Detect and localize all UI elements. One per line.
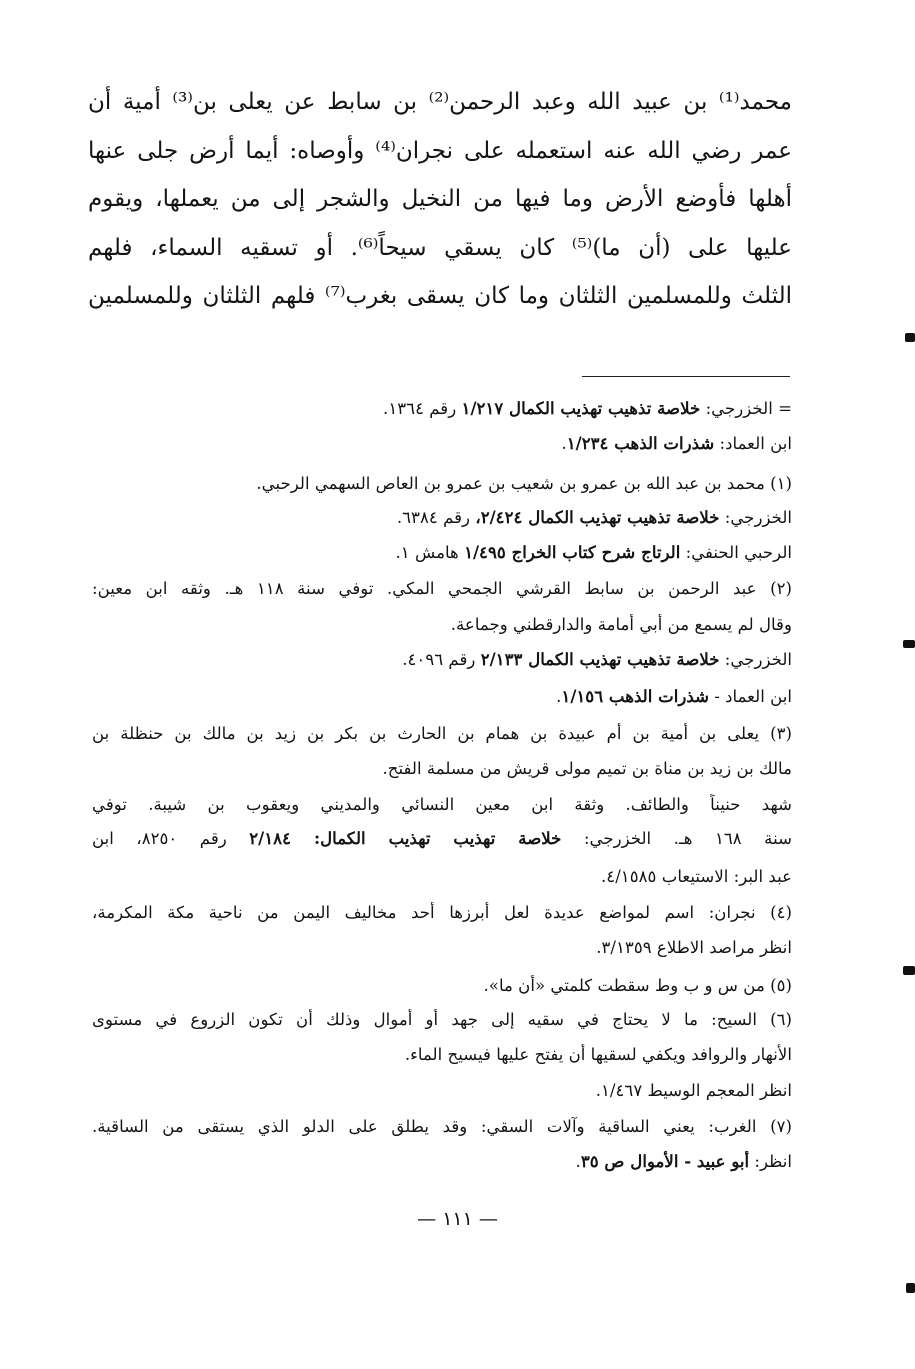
footnote-line: الرحبي الحنفي: الرتاج شرح كتاب الخراج ١/٤٩٥ هامش ١. xyxy=(395,542,792,562)
scan-edge-mark xyxy=(906,1283,915,1293)
footnote-line: الخزرجي: خلاصة تذهيب تهذيب الكمال ٢/١٣٣ رقم ٤٠٩٦. xyxy=(402,649,792,669)
footnote-line: ابن العماد: شذرات الذهب ١/٢٣٤. xyxy=(561,433,792,453)
footnote-line: (٥) من س و ب وط سقطت كلمتي «أن ما». xyxy=(483,976,792,995)
main-text-line: عليها على (أن ما)⁽⁵⁾ كان يسقي سيحاً⁽⁶⁾. أو تسقيه السماء، فلهم xyxy=(88,234,792,261)
main-text-line: الثلث وللمسلمين الثلثان وما كان يسقى بغرب⁽⁷⁾ فلهم الثلثان وللمسلمين xyxy=(88,283,792,309)
footnote-line: وقال لم يسمع من أبي أمامة والدارقطني وجماعة. xyxy=(450,615,792,634)
footnote-line: (٤) نجران: اسم لمواضع عديدة لعل أبرزها أحد مخاليف اليمن من ناحية مكة المكرمة، xyxy=(92,903,792,922)
footnote-line: شهد حنيناً والطائف. وثقة ابن معين النسائي والمديني ويعقوب بن شيبة. توفي xyxy=(92,795,792,814)
footnote-line: الخزرجي: خلاصة تذهيب تهذيب الكمال ٢/٤٢٤، رقم ٦٣٨٤. xyxy=(396,507,792,527)
footnote-line: سنة ١٦٨ هـ. الخزرجي: خلاصة تهذيب تهذيب الكمال: ٢/١٨٤ رقم ٨٢٥٠، ابن xyxy=(92,828,792,848)
footnote-line: انظر مراصد الاطلاع ٣/١٣٥٩. xyxy=(596,938,792,957)
main-text-line: محمد⁽¹⁾ بن عبيد الله وعبد الرحمن⁽²⁾ بن سابط عن يعلى بن⁽³⁾ أمية أن xyxy=(88,89,792,115)
main-text-line: عمر رضي الله عنه استعمله على نجران⁽⁴⁾ وأوصاه: أيما أرض جلى عنها xyxy=(88,137,792,164)
main-text xyxy=(88,78,792,321)
footnote-line: مالك بن زيد بن مناة بن تميم مولى قريش من مسلمة الفتح. xyxy=(382,759,792,778)
scan-edge-mark xyxy=(905,333,915,342)
footnote-separator xyxy=(582,376,790,377)
footnote-line: (٧) الغرب: يعني الساقية وآلات السقي: وقد يطلق على الدلو الذي يستقى من الساقية. xyxy=(92,1117,792,1136)
footnote-line: ابن العماد - شذرات الذهب ١/١٥٦. xyxy=(556,686,792,706)
scan-edge-mark xyxy=(903,966,915,975)
footnote-line: (١) محمد بن عبد الله بن عمرو بن شعيب بن عمرو بن العاص السهمي الرحبي. xyxy=(256,474,792,493)
footnote-line: (٢) عبد الرحمن بن سابط القرشي الجمحي المكي. توفي سنة ١١٨ هـ. وثقه ابن معين: xyxy=(92,579,792,598)
footnote-line: انظر المعجم الوسيط ١/٤٦٧. xyxy=(595,1081,792,1100)
footnote-line: (٣) يعلى بن أمية بن أم عبيدة بن همام بن الحارث بن بكر بن زيد بن مالك بن حنظلة بن xyxy=(92,724,792,743)
footnote-line: عبد البر: الاستيعاب ٤/١٥٨٥. xyxy=(601,867,792,886)
footnote-line: (٦) السيح: ما لا يحتاج في سقيه إلى جهد أو أموال وذلك أن تكون الزروع في مستوى xyxy=(92,1010,792,1029)
main-text-line: أهلها فأوضع الأرض وما فيها من النخيل والشجر إلى من يعملها، ويقوم xyxy=(88,186,792,212)
page-number: — ١١١ — xyxy=(417,1208,498,1230)
footnote-line: = الخزرجي: خلاصة تذهيب تهذيب الكمال ١/٢١٧ رقم ١٣٦٤. xyxy=(383,398,792,418)
scan-edge-mark xyxy=(903,640,915,648)
footnote-line: الأنهار والروافد ويكفي لسقيها أن يفتح عليها فيسيح الماء. xyxy=(404,1045,792,1064)
footnote-line: انظر: أبو عبيد - الأموال ص ٣٥. xyxy=(575,1151,792,1171)
